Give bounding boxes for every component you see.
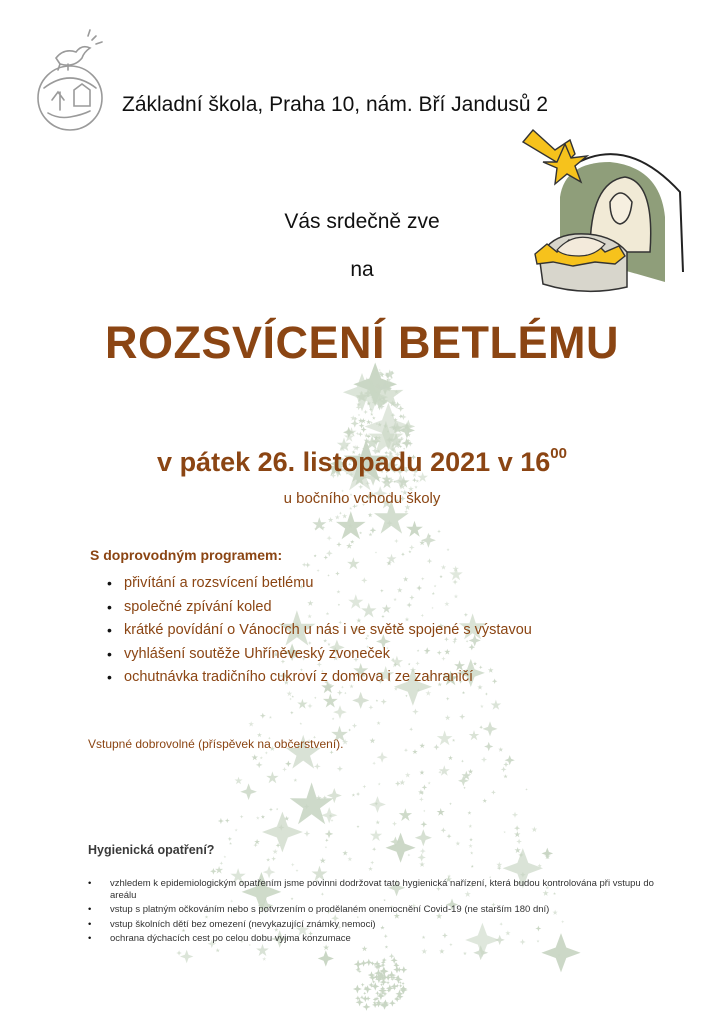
tree-star <box>363 785 367 789</box>
tree-star <box>433 744 439 750</box>
tree-trunk-star <box>371 982 379 990</box>
tree-star <box>297 699 307 709</box>
tree-star <box>366 419 371 424</box>
tree-star <box>326 550 333 557</box>
tree-trunk-star <box>363 992 366 995</box>
tree-star <box>479 725 483 729</box>
tree-star <box>269 808 273 812</box>
tree-star <box>437 730 453 745</box>
tree-star <box>350 415 356 421</box>
tree-star <box>332 717 335 720</box>
tree-star <box>437 808 445 816</box>
tree-star <box>421 533 436 548</box>
tree-star <box>387 554 397 563</box>
tree-star <box>469 730 480 740</box>
tree-star <box>412 478 417 483</box>
tree-star <box>291 863 295 867</box>
tree-star <box>276 808 278 810</box>
tree-star <box>331 819 334 822</box>
tree-star <box>269 716 272 719</box>
tree-star <box>314 697 317 700</box>
tree-star <box>481 757 487 763</box>
event-time-minutes: 00 <box>550 445 567 462</box>
tree-star <box>409 727 413 731</box>
entry-fee-note: Vstupné dobrovolné (příspěvek na občerstvení). <box>88 737 344 751</box>
tree-star <box>471 865 474 868</box>
tree-star <box>368 513 373 518</box>
tree-star <box>503 831 506 833</box>
tree-star <box>358 484 363 489</box>
tree-star <box>265 751 268 754</box>
tree-star <box>348 857 353 862</box>
tree-star <box>260 713 266 719</box>
tree-star <box>452 739 455 742</box>
tree-star <box>314 554 317 557</box>
tree-star <box>412 749 417 754</box>
tree-trunk-star <box>399 984 403 988</box>
tree-star <box>447 548 450 551</box>
tree-star <box>467 811 471 815</box>
tree-star <box>323 694 338 708</box>
tree-star <box>484 742 493 751</box>
tree-star <box>240 783 257 800</box>
tree-star <box>420 848 426 854</box>
tree-trunk-star <box>394 975 403 984</box>
tree-star <box>515 847 521 853</box>
tree-trunk-star <box>400 966 407 973</box>
tree-star <box>372 416 376 419</box>
tree-star <box>356 432 359 435</box>
tree-star <box>357 825 360 828</box>
program-item: • přivítání a rozsvícení betlému <box>95 572 532 596</box>
tree-star <box>377 752 388 763</box>
tree-star <box>307 703 312 708</box>
tree-trunk-star <box>363 1003 371 1011</box>
tree-star <box>325 846 327 848</box>
tree-star <box>325 830 334 839</box>
tree-star <box>304 830 310 837</box>
tree-star <box>459 714 465 720</box>
tree-star <box>318 950 334 966</box>
tree-star <box>468 844 472 848</box>
tree-star <box>300 722 303 725</box>
tree-star <box>229 842 232 845</box>
event-date <box>0 447 724 478</box>
tree-star <box>439 949 445 954</box>
tree-star <box>272 849 278 854</box>
tree-trunk-star <box>386 984 394 992</box>
tree-star <box>501 767 507 773</box>
tree-star <box>333 705 347 719</box>
tree-trunk-star <box>353 985 362 994</box>
tree-star <box>347 557 360 569</box>
tree-star <box>418 853 426 861</box>
event-place: u bočního vchodu školy <box>283 490 441 507</box>
tree-star <box>377 721 381 725</box>
tree-star <box>370 829 382 841</box>
tree-star <box>468 769 473 774</box>
tree-star <box>401 552 405 556</box>
tree-star <box>389 953 395 959</box>
tree-star <box>225 818 230 823</box>
tree-star <box>463 952 467 956</box>
tree-star <box>348 729 351 732</box>
tree-star <box>358 432 363 437</box>
tree-star <box>397 405 404 412</box>
tree-star <box>351 419 359 427</box>
tree-star <box>498 747 503 752</box>
tree-star <box>328 517 334 522</box>
tree-star <box>463 787 466 790</box>
tree-star <box>263 866 276 879</box>
tree-trunk-star <box>366 996 371 1001</box>
tree-star <box>346 543 352 549</box>
hygiene-heading: Hygienická opatření? <box>88 843 215 857</box>
hygiene-item: • vstup školních dětí bez omezení (nevykazující známky nemoci) <box>88 919 658 931</box>
tree-trunk-star <box>401 982 405 986</box>
tree-star <box>394 539 399 544</box>
tree-star <box>428 781 431 784</box>
tree-star <box>296 869 299 872</box>
tree-star <box>256 762 263 769</box>
tree-star <box>399 808 412 821</box>
tree-star <box>337 690 343 696</box>
tree-star <box>294 778 298 782</box>
tree-star <box>368 532 372 536</box>
tree-star <box>370 861 374 865</box>
tree-star <box>252 754 259 760</box>
tree-star <box>368 867 373 871</box>
tree-trunk-star <box>380 963 385 968</box>
tree-star <box>220 861 224 865</box>
tree-star <box>372 762 376 766</box>
tree-star <box>292 695 295 697</box>
tree-star <box>422 785 428 791</box>
tree-star <box>375 551 377 553</box>
tree-star <box>512 812 518 818</box>
tree-star <box>335 515 340 520</box>
tree-star <box>482 798 487 802</box>
tree-star <box>314 763 321 770</box>
tree-star <box>447 834 452 839</box>
hygiene-item: • ochrana dýchacích cest po celou dobu vyjma konzumace <box>88 933 658 945</box>
tree-star <box>235 828 238 831</box>
tree-star <box>254 839 260 845</box>
tree-star <box>369 796 386 813</box>
tree-star <box>503 774 507 778</box>
event-date-text: v pátek 26. listopadu 2021 v 16 <box>157 447 551 477</box>
tree-star <box>336 542 341 547</box>
tree-star <box>262 812 303 853</box>
tree-star <box>379 369 381 371</box>
tree-star <box>419 770 424 775</box>
tree-star <box>180 950 193 963</box>
program-list <box>95 572 532 690</box>
tree-star <box>409 545 415 551</box>
tree-star <box>376 699 379 701</box>
tree-star <box>352 723 357 728</box>
tree-star <box>439 765 450 775</box>
program-item: • vyhlášení soutěže Uhříněveský zvoneček <box>95 643 532 667</box>
tree-star <box>342 850 348 855</box>
tree-star <box>514 825 520 831</box>
tree-star <box>370 738 376 744</box>
tree-star <box>425 690 431 695</box>
tree-star <box>324 555 329 559</box>
tree-star <box>441 827 447 833</box>
program-item: • ochutnávka tradičního cukroví z domova i ze zahraničí <box>95 666 532 690</box>
tree-star <box>376 820 381 824</box>
event-title: ROZSVÍCENÍ BETLÉMU <box>104 317 620 368</box>
tree-star <box>395 781 401 787</box>
tree-star <box>302 562 307 567</box>
tree-star <box>256 816 260 820</box>
tree-star <box>470 851 473 854</box>
tree-star <box>532 826 538 832</box>
tree-star <box>448 755 453 760</box>
school-name: Základní škola, Praha 10, nám. Bří Jandusů 2 <box>122 93 549 116</box>
tree-star <box>344 692 347 694</box>
tree-star <box>372 847 376 851</box>
tree-star <box>271 856 276 861</box>
tree-star <box>408 854 411 857</box>
tree-star <box>483 721 498 736</box>
tree-star <box>261 815 265 819</box>
tree-star <box>468 824 472 828</box>
tree-star <box>445 715 451 721</box>
tree-star <box>491 700 502 710</box>
tree-star <box>441 565 446 570</box>
tree-star <box>290 782 334 824</box>
tree-star <box>282 767 287 772</box>
tree-star <box>363 410 368 415</box>
hygiene-item: • vstup s platným očkováním nebo s potvrzením o prodělaném onemocnění Covid-19 (ne starším 180 dní) <box>88 904 658 916</box>
tree-trunk-star <box>386 981 390 985</box>
tree-star <box>339 512 342 515</box>
tree-star <box>415 829 432 846</box>
program-heading: S doprovodným programem: <box>90 547 283 563</box>
tree-star <box>491 790 496 795</box>
tree-trunk-star <box>361 983 365 987</box>
tree-star <box>325 839 329 843</box>
tree-star <box>456 841 461 846</box>
tree-trunk-star <box>356 998 364 1006</box>
tree-star <box>240 815 244 819</box>
tree-star <box>469 838 473 842</box>
tree-star <box>485 692 488 695</box>
tree-star <box>352 793 355 796</box>
tree-star <box>290 711 294 715</box>
tree-star <box>266 771 278 783</box>
tree-star <box>253 843 257 847</box>
tree-star <box>224 855 227 858</box>
tree-star <box>514 831 520 837</box>
tree-star <box>408 550 411 553</box>
tree-star <box>461 760 464 763</box>
tree-star <box>378 782 381 785</box>
tree-star <box>462 691 465 694</box>
tree-star <box>412 709 419 715</box>
tree-star <box>421 821 428 828</box>
tree-star <box>437 530 441 534</box>
tree-star <box>416 479 420 483</box>
tree-star <box>358 414 361 416</box>
tree-star <box>369 705 374 710</box>
tree-star <box>285 761 291 767</box>
tree-trunk-star <box>365 959 373 967</box>
tree-star <box>337 766 343 772</box>
tree-star <box>419 862 425 867</box>
program-item: • krátké povídání o Vánocích u nás i ve světě spojené s výstavou <box>95 619 532 643</box>
tree-star <box>320 857 326 863</box>
tree-star <box>356 792 360 796</box>
tree-star <box>405 695 408 698</box>
tree-star <box>260 756 263 759</box>
tree-star <box>419 797 424 802</box>
tree-trunk-star <box>389 1000 396 1007</box>
hygiene-list <box>88 878 658 948</box>
tree-star <box>359 531 362 534</box>
tree-star <box>248 721 254 726</box>
tree-star <box>215 866 223 874</box>
tree-star <box>525 788 528 791</box>
tree-star <box>404 510 408 514</box>
tree-star <box>423 810 426 813</box>
tree-star <box>381 699 387 705</box>
tree-star <box>352 692 369 709</box>
tree-trunk-star <box>360 960 367 967</box>
tree-star <box>392 821 397 826</box>
tree-star <box>503 762 508 768</box>
tree-star <box>176 950 182 956</box>
tree-star <box>305 562 311 568</box>
tree-star <box>235 777 243 785</box>
tree-star <box>446 697 450 701</box>
tree-star <box>405 772 411 777</box>
tree-star <box>327 536 332 541</box>
tree-star <box>516 839 522 845</box>
invite-line-2: na <box>350 258 374 281</box>
tree-star <box>262 957 266 961</box>
tree-star <box>342 514 347 519</box>
tree-star <box>266 858 270 862</box>
tree-star <box>449 802 452 805</box>
tree-star <box>404 748 408 752</box>
tree-star <box>480 705 484 708</box>
tree-star <box>370 527 377 534</box>
tree-star <box>216 948 220 952</box>
tree-star <box>228 837 232 841</box>
tree-star <box>400 414 406 420</box>
tree-star <box>421 948 427 954</box>
program-item: • společné zpívání koled <box>95 596 532 620</box>
tree-star <box>406 521 423 537</box>
invite-line-1: Vás srdečně zve <box>284 210 440 233</box>
tree-star <box>418 789 424 794</box>
tree-star <box>349 507 352 510</box>
school-logo-bird-icon <box>30 28 112 134</box>
tree-trunk-star <box>354 960 363 969</box>
tree-star <box>427 558 433 564</box>
tree-star <box>350 540 354 544</box>
tree-star <box>218 818 224 824</box>
tree-star <box>289 698 292 701</box>
tree-star <box>419 743 425 748</box>
tree-star <box>287 691 293 696</box>
tree-star <box>312 517 326 531</box>
tree-star <box>386 833 416 863</box>
tree-star <box>399 779 405 785</box>
hygiene-item: • vzhledem k epidemiologickým opatřením jsme povinni dodržovat tato hygienická nařízení, která budou kontrolována při vstupu do areálu <box>88 878 658 901</box>
tree-star <box>414 485 417 488</box>
